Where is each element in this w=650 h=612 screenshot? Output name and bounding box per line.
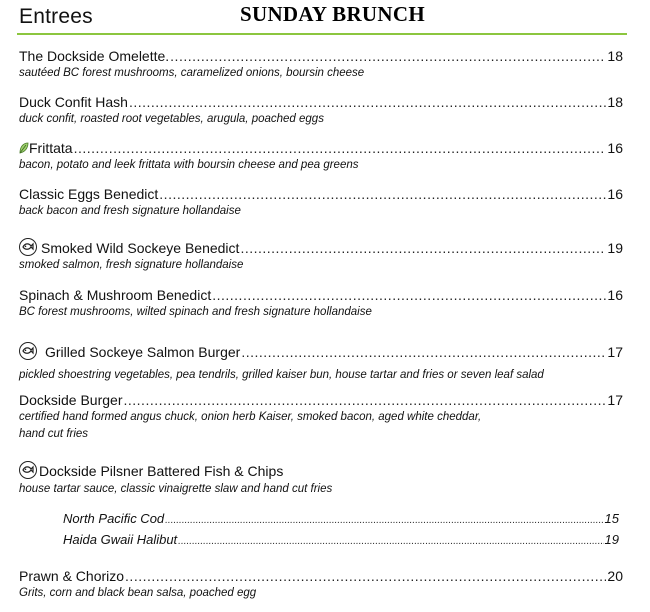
item-price: 18 (607, 48, 623, 64)
dot-leader (129, 94, 606, 111)
item-price: 16 (607, 186, 623, 202)
dot-leader (159, 186, 606, 203)
item-name: The Dockside Omelette. (19, 48, 170, 64)
item-name: Prawn & Chorizo (19, 568, 125, 584)
menu-item-spinach-mushroom-benedict (19, 287, 623, 321)
menu-item-fish-and-chips (19, 461, 623, 498)
item-description: certified hand formed angus chuck, onion herb Kaiser, smoked bacon, aged white cheddar, (19, 411, 482, 423)
option-north-pacific-cod (63, 510, 619, 529)
dot-leader (240, 240, 606, 257)
option-price: 15 (604, 511, 619, 526)
item-description: smoked salmon, fresh signature hollandaise (19, 259, 244, 271)
item-price: 20 (607, 568, 623, 584)
ocean-wise-fish-icon (19, 461, 37, 479)
item-name: Spinach & Mushroom Benedict (19, 287, 212, 303)
item-description-continued: hand cut fries (19, 428, 89, 440)
option-name: North Pacific Cod (63, 511, 165, 526)
item-price: 17 (607, 392, 623, 408)
option-name: Haida Gwaii Halibut (63, 532, 178, 547)
item-name: Frittata (29, 140, 73, 156)
item-price: 16 (607, 140, 623, 156)
item-price: 19 (607, 240, 623, 256)
dot-leader (212, 287, 606, 304)
menu-item-frittata (19, 140, 623, 174)
item-description: sautéed BC forest mushrooms, caramelized onions, boursin cheese (19, 67, 365, 79)
item-name: Classic Eggs Benedict (19, 186, 159, 202)
menu-header (0, 0, 650, 34)
item-price: 16 (607, 287, 623, 303)
item-description: pickled shoestring vegetables, pea tendrils, grilled kaiser bun, house tartar and fries or seven leaf salad (19, 369, 544, 381)
item-description: back bacon and fresh signature hollandaise (19, 205, 241, 217)
item-description: Grits, corn and black bean salsa, poached egg (19, 587, 257, 599)
option-price: 19 (604, 532, 619, 547)
item-name: Dockside Burger (19, 392, 123, 408)
item-description: duck confit, roasted root vegetables, arugula, poached eggs (19, 113, 324, 125)
dot-leader (125, 568, 606, 585)
dot-leader (178, 531, 603, 550)
item-name: Smoked Wild Sockeye Benedict (41, 240, 240, 256)
dot-leader (165, 510, 603, 529)
menu-item-dockside-burger (19, 392, 623, 443)
header-divider (17, 33, 627, 35)
dot-leader (170, 48, 606, 65)
option-haida-gwaii-halibut (63, 531, 619, 550)
dot-leader (241, 344, 606, 361)
item-description: BC forest mushrooms, wilted spinach and fresh signature hollandaise (19, 306, 372, 318)
item-name: Grilled Sockeye Salmon Burger (45, 344, 241, 360)
item-description: house tartar sauce, classic vinaigrette slaw and hand cut fries (19, 483, 333, 495)
section-title: Entrees (19, 5, 93, 28)
vegetarian-leaf-icon (19, 142, 29, 154)
item-name: Duck Confit Hash (19, 94, 128, 110)
ocean-wise-fish-icon (19, 342, 37, 360)
item-price: 18 (607, 94, 623, 110)
menu-item-dockside-omelette (19, 48, 623, 82)
menu-item-smoked-sockeye-benedict (19, 238, 623, 274)
menu-item-prawn-chorizo (19, 568, 623, 602)
menu-item-grilled-salmon-burger (19, 342, 623, 384)
dot-leader (74, 140, 607, 157)
item-name: Dockside Pilsner Battered Fish & Chips (39, 463, 284, 479)
item-price: 17 (607, 344, 623, 360)
menu-item-duck-confit-hash (19, 94, 623, 128)
item-description: bacon, potato and leek frittata with boursin cheese and pea greens (19, 159, 359, 171)
ocean-wise-fish-icon (19, 238, 37, 256)
menu-item-classic-eggs-benedict (19, 186, 623, 220)
dot-leader (124, 392, 607, 409)
page-title: SUNDAY BRUNCH (240, 2, 425, 26)
